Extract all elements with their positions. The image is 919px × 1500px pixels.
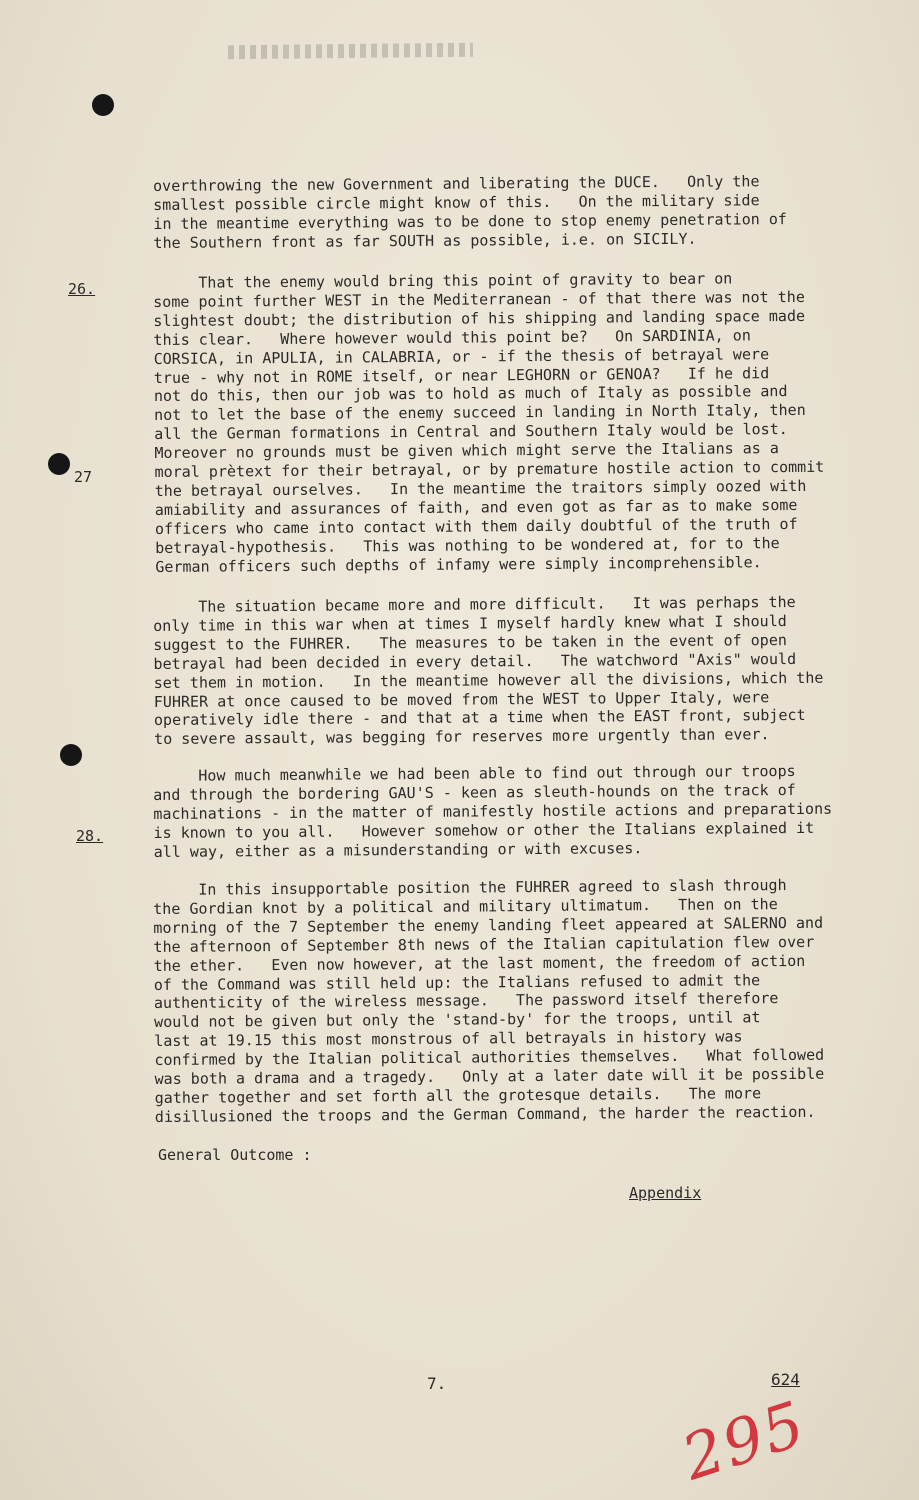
paragraph (153, 876, 845, 1127)
text-line: The situation became more and more difficult. It was perhaps the (153, 592, 796, 616)
text-line: would not be given but only the 'stand-by' for the troops, until at (154, 1008, 761, 1032)
text-line: overthrowing the new Government and liberating the DUCE. Only the (153, 172, 760, 195)
text-line: and through the bordering GAU'S - keen as sleuth-hounds on the track of (153, 780, 796, 804)
text-line: all the German formations in Central and Southern Italy would be lost. (154, 420, 788, 444)
text-line: In this insupportable position the FUHRER agreed to slash through (153, 876, 787, 899)
text-line: authenticity of the wireless message. The password itself therefore (153, 989, 779, 1013)
text-line: gather together and set forth all the grotesque details. The more (154, 1084, 762, 1107)
text-line: betrayal had been decided in every detail. The watchword "Axis" would (153, 649, 797, 673)
text-line: not do this, then our job was to hold as much of Italy as possible and (153, 382, 788, 406)
text-line: confirmed by the Italian political authorities themselves. What followed (154, 1045, 825, 1070)
text-line: the afternoon of September 8th news of the Italian capitulation flew over (153, 932, 815, 956)
text-line: all way, either as a misunderstanding or with excuses. (153, 838, 643, 861)
paragraph (153, 762, 844, 862)
text-line: to severe assault, was begging for reserves more urgently than ever. (154, 725, 770, 749)
text-line: amiability and assurances of faith, and even got as far as to make some (154, 495, 798, 519)
stamp-number: 295 (673, 1386, 815, 1495)
text-line: disillusioned the troops and the German Command, the harder the reaction. (154, 1102, 816, 1126)
appendix-label: Appendix (629, 1184, 702, 1202)
text-line: only time in this war when at times I myself hardly knew what I should (153, 611, 787, 635)
text-line: CORSICA, in APULIA, in CALABRIA, or - if the thesis of betrayal were (153, 344, 770, 368)
text-line: is known to you all. However somehow or other the Italians explained it (153, 818, 815, 842)
text-line: not to let the base of the enemy succeed in landing in North Italy, then (154, 401, 806, 425)
text-line: was both a drama and a tragedy. Only at a later date will it be possible (154, 1064, 825, 1089)
text-line: betrayal-hypothesis. This was nothing to be wondered at, for to the (155, 533, 780, 557)
text-line: the ether. Even now however, at the last moment, the freedom of action (153, 951, 806, 975)
section-label: General Outcome : (158, 1146, 312, 1164)
punch-hole (48, 453, 70, 475)
text-line: in the meantime everything was to be done to stop enemy penetration of (153, 209, 787, 233)
text-line: officers who came into contact with them daily doubtful of the truth of (154, 514, 798, 538)
text-line: of the Command was still held up: the Italians refused to admit the (153, 970, 761, 994)
text-line: machinations - in the matter of manifestly hostile actions and preparations (153, 799, 833, 823)
text-line: true - why not in ROME itself, or near LEGHORN or GENOA? If he did (153, 363, 770, 387)
page-number: 7. (427, 1374, 447, 1393)
text-line: German officers such depths of infamy were simply incomprehensible. (155, 552, 762, 576)
paragraph (153, 172, 844, 253)
text-line: FUHRER at once caused to be moved from the WEST to Upper Italy, were (153, 687, 770, 711)
text-line: suggest to the FUHRER. The measures to be taken in the event of open (153, 630, 787, 654)
text-line: some point further WEST in the Mediterranean - of that there was not the (153, 287, 805, 311)
text-line: the Gordian knot by a political and military ultimatum. Then on the (153, 895, 778, 918)
text-line: moral prètext for their betrayal, or by premature hostile action to commit (154, 457, 825, 482)
text-line: last at 19.15 this most monstrous of all betrayals in history was (154, 1027, 743, 1051)
text-line: the Southern front as far SOUTH as possible, i.e. on SICILY. (153, 229, 697, 252)
punch-hole (60, 744, 82, 766)
text-line: morning of the 7 September the enemy landing fleet appeared at SALERNO and (153, 913, 824, 937)
text-line: Moreover no grounds must be given which might serve the Italians as a (154, 439, 779, 463)
archive-number: 624 (771, 1370, 800, 1389)
margin-number: 28. (76, 827, 104, 845)
margin-number: 26. (68, 280, 96, 298)
text-line: slightest doubt; the distribution of his shipping and landing space made (153, 306, 806, 330)
text-line: smallest possible circle might know of this. On the military side (153, 191, 760, 214)
paragraph (153, 269, 845, 577)
text-line: the betrayal ourselves. In the meantime the traitors simply oozed with (154, 476, 807, 500)
text-line: How much meanwhile we had been able to find out through our troops (153, 761, 796, 785)
paragraph (153, 593, 844, 750)
text-line: this clear. Where however would this point be? On SARDINIA, on (153, 326, 751, 349)
text-line: set them in motion. In the meantime however all the divisions, which the (153, 668, 824, 692)
punch-hole (92, 94, 114, 116)
text-line: That the enemy would bring this point of gravity to bear on (153, 269, 733, 292)
text-line: operatively idle there - and that at a time when the EAST front, subject (153, 706, 806, 730)
margin-number: 27 (74, 468, 93, 486)
ink-smudge (228, 43, 473, 60)
